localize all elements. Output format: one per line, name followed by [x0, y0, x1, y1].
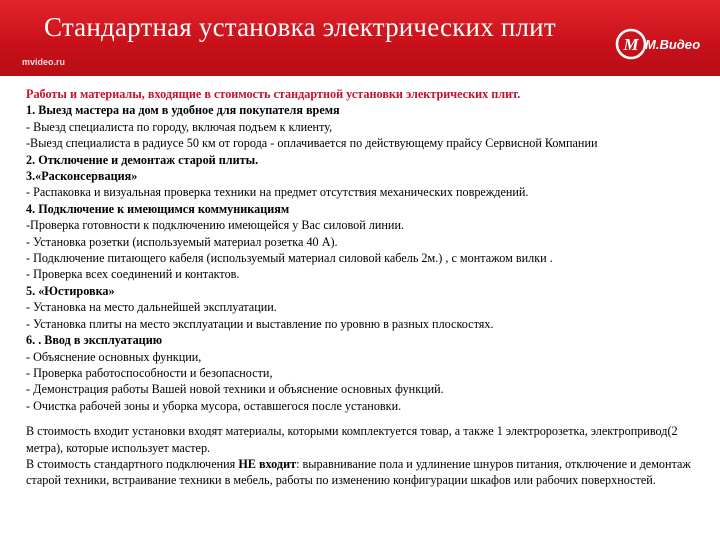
section-4-line-1: -Проверка готовности к подключению имеющейся у Вас силовой линии.: [26, 218, 405, 233]
logo-text: М.Видео: [645, 37, 701, 52]
section-4-line-4: - Проверка всех соединений и контактов.: [26, 267, 240, 282]
section-3-line-1: - Распаковка и визуальная проверка техники на предмет отсутствия механических повреждений.: [26, 185, 529, 200]
section-4-line-3: - Подключение питающего кабеля (используемый материал силовой кабель 2м.) , с монтажом вилки .: [26, 251, 553, 266]
included-materials-paragraph: В стоимость входит установки входят материалы, которыми комплектуется товар, а также 1 электророзетка, электропривод(2 метра), которые использует мастер.: [26, 424, 678, 455]
not-included-prefix: В стоимость стандартного подключения: [26, 456, 239, 471]
section-6-line-2: - Проверка работоспособности и безопасности,: [26, 365, 273, 380]
section-4-title: 4. Подключение к имеющимся коммуникациям: [26, 201, 290, 216]
works-heading: Работы и материалы, входящие в стоимость стандартной установки электрических плит.: [26, 87, 521, 101]
section-1-line-1: - Выезд специалиста по городу, включая подъем к клиенту,: [26, 119, 333, 134]
section-5-line-1: - Установка на место дальнейшей эксплуатации.: [26, 300, 277, 315]
section-5-title: 5. «Юстировка»: [26, 283, 115, 298]
section-6-line-3: - Демонстрация работы Вашей новой техники и объяснение основных функций.: [26, 382, 444, 397]
mvideo-logo: [615, 28, 701, 60]
page-title: Стандартная установка электрических плит: [44, 12, 556, 42]
not-included-text: : выравнивание пола и удлинение шнуров питания, отключение и демонтаж старой техники, встраивание техники в мебель, работы по изменению конфигурации шкафов или рабочих поверхностей.: [26, 456, 691, 488]
header-bar: [0, 0, 720, 76]
section-1-title: 1. Выезд мастера на дом в удобное для покупателя время: [26, 103, 340, 118]
document-body: [26, 86, 706, 489]
svg-text:M: M: [623, 35, 639, 54]
section-5-line-2: - Установка плиты на место эксплуатации и выставление по уровню в разных плоскостях.: [26, 316, 494, 331]
section-3-title: 3.«Расконсервация»: [26, 169, 138, 184]
section-6-line-4: - Очистка рабочей зоны и уборка мусора, оставшегося после установки.: [26, 398, 402, 413]
section-4-line-2: - Установка розетки (используемый материал розетка 40 А).: [26, 234, 338, 249]
section-6-title: 6. . Ввод в эксплуатацию: [26, 333, 163, 348]
site-url: mvideo.ru: [22, 57, 66, 67]
not-included-emphasis: НЕ входит: [238, 456, 297, 471]
section-1-line-2: -Выезд специалиста в радиусе 50 км от города - оплачивается по действующему прайсу Сервисной Компании: [26, 136, 598, 151]
paragraph-gap: [26, 414, 706, 423]
not-included-paragraph: [26, 456, 706, 489]
section-2-title: 2. Отключение и демонтаж старой плиты.: [26, 152, 259, 167]
section-6-line-1: - Объяснение основных функции,: [26, 349, 202, 364]
